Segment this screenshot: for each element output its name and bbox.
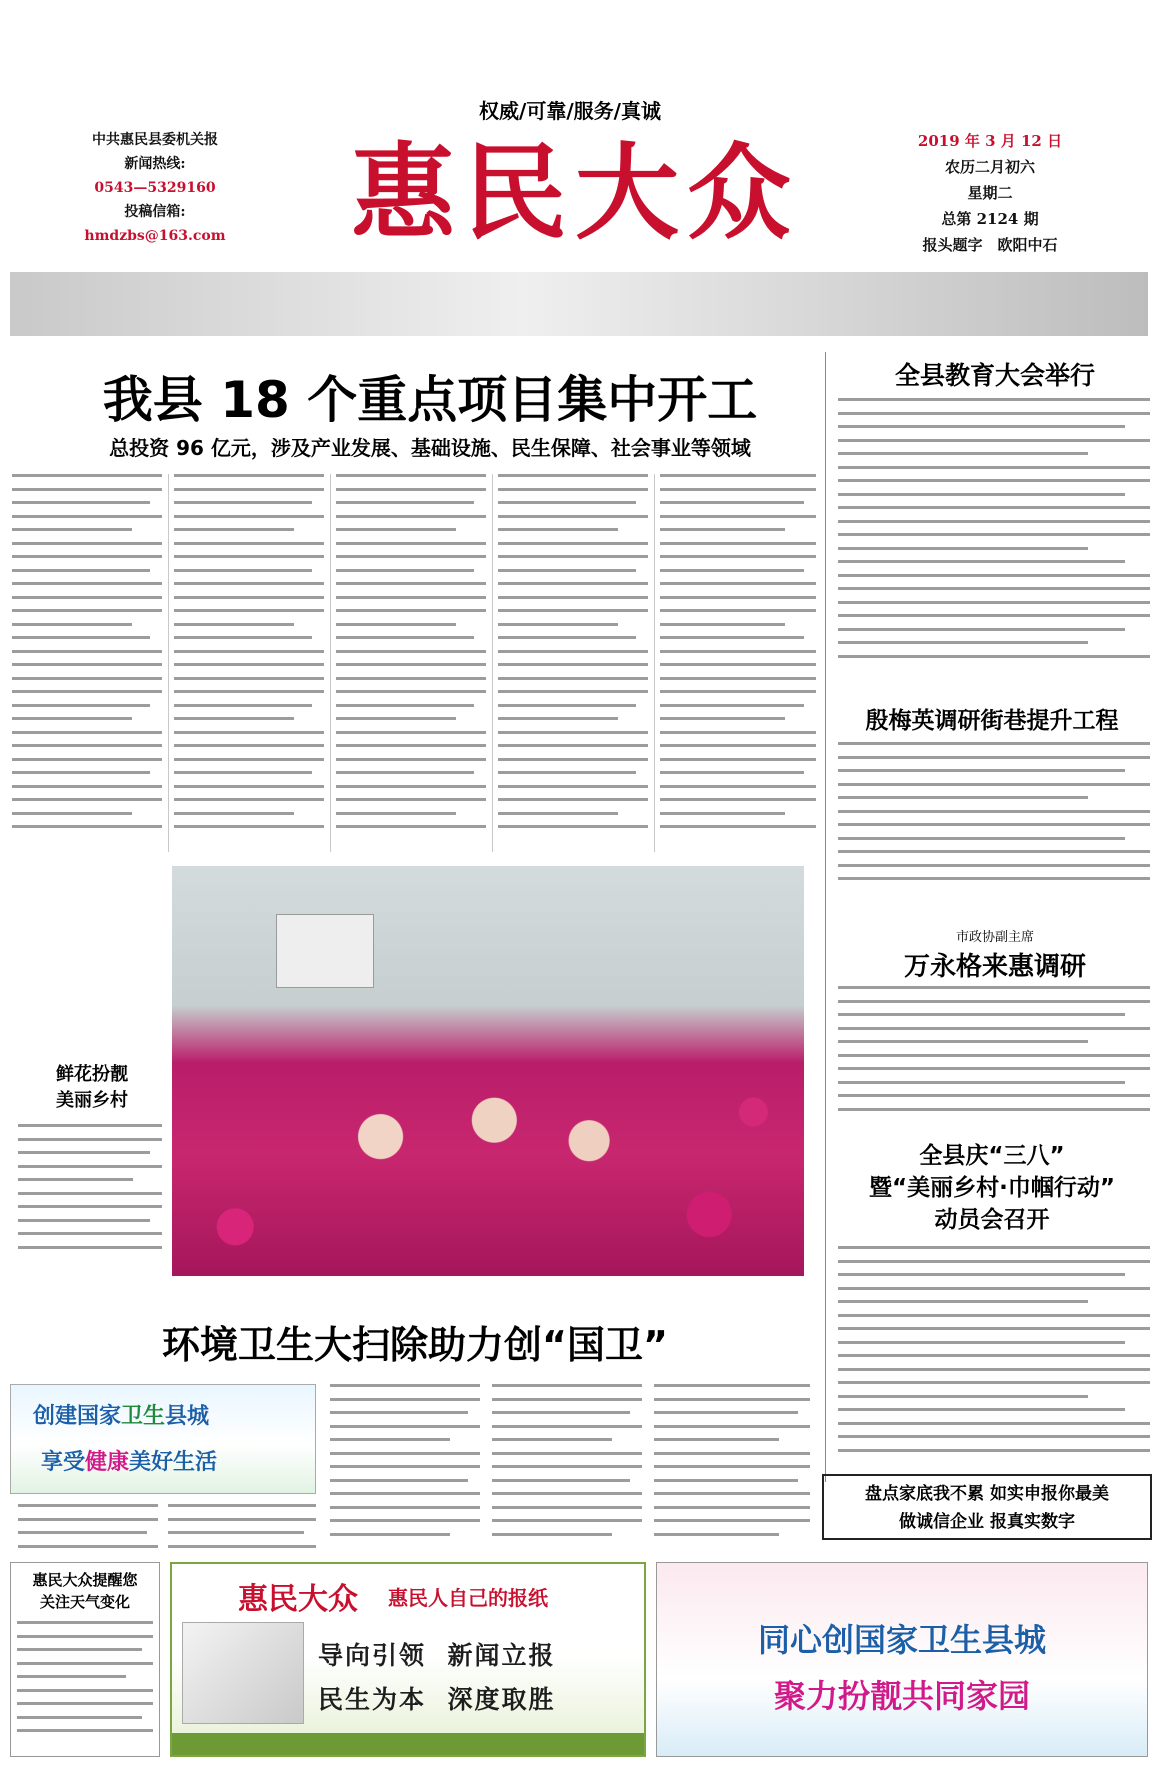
weather-text — [17, 1621, 153, 1751]
lead-article-col-1 — [12, 474, 162, 854]
slogan-text: 深度取胜 — [447, 1685, 556, 1714]
march8-headline — [832, 1140, 1152, 1236]
email-address: hmdzbs@163.com — [84, 228, 226, 244]
city-advert-line-1: 同心创国家卫生县城 — [757, 1621, 1046, 1659]
paper-organ: 中共惠民县委机关报 — [92, 132, 218, 148]
masthead-right-info — [900, 128, 1080, 258]
masthead-title: 惠民大众 — [350, 131, 799, 254]
city-advert-line-2: 聚力扮靓共同家园 — [773, 1677, 1030, 1715]
banner-text: 美好生活 — [129, 1450, 218, 1475]
wan-headline: 万永格来惠调研 — [903, 952, 1086, 982]
masthead-left-info — [60, 128, 250, 248]
hygiene-headline: 环境卫生大扫除助力创“国卫” — [162, 1323, 668, 1367]
column-rule — [330, 474, 331, 852]
slogan-text: 导向引领 — [318, 1641, 427, 1670]
banner-text: 享受 — [41, 1450, 86, 1475]
masthead-slogan: 权威/可靠/服务/真诚 — [479, 99, 661, 123]
lead-article-col-4 — [498, 474, 648, 854]
banner-highlight: 健康 — [85, 1450, 130, 1475]
slogan-text: 民生为本 — [318, 1685, 427, 1714]
photo-caption-text — [18, 1124, 162, 1272]
hygiene-article-col-3 — [330, 1384, 480, 1554]
paper-advert — [170, 1562, 646, 1757]
date-lunar: 农历二月初六 — [944, 158, 1035, 176]
advert-slogan-1 — [318, 1636, 555, 1672]
march8-line-1: 全县庆“三八” — [919, 1143, 1065, 1169]
hygiene-article-col-5 — [654, 1384, 810, 1554]
hygiene-banner — [10, 1384, 316, 1494]
banner-line-1 — [33, 1399, 209, 1430]
weekday: 星期二 — [967, 184, 1013, 202]
orchid-greenhouse-photo — [172, 866, 804, 1276]
section-divider — [825, 352, 826, 1482]
weather-box — [10, 1562, 160, 1757]
advert-contact-bar — [172, 1733, 644, 1755]
lead-article-col-3 — [336, 474, 486, 854]
hotline-number: 0543—5329160 — [94, 180, 216, 196]
caption-line-1: 鲜花扮靓 — [56, 1064, 128, 1085]
hotline-label: 新闻热线: — [124, 156, 186, 172]
advert-tagline: 惠民人自己的报纸 — [388, 1586, 548, 1610]
street-article — [838, 742, 1150, 892]
promo-line-1: 盘点家底我不累 如实申报你最美 — [865, 1484, 1109, 1504]
advert-logo: 惠民大众 — [238, 1582, 358, 1617]
banner-line-2 — [41, 1445, 217, 1476]
city-advert — [656, 1562, 1148, 1757]
caption-line-2: 美丽乡村 — [56, 1090, 128, 1111]
email-label: 投稿信箱: — [124, 204, 186, 220]
weather-title-line-2: 关注天气变化 — [39, 1593, 130, 1611]
advert-slogan-2 — [318, 1680, 555, 1716]
column-rule — [492, 474, 493, 852]
weather-title — [17, 1569, 153, 1613]
hygiene-article-col-2 — [168, 1504, 316, 1554]
march8-line-2: 暨“美丽乡村·巾帼行动” — [869, 1175, 1115, 1201]
banner-text: 创建国家 — [33, 1404, 122, 1429]
wan-kicker: 市政协副主席 — [955, 930, 1034, 945]
date-gregorian: 2019 年 3 月 12 日 — [917, 132, 1063, 150]
banner-text: 县城 — [165, 1404, 210, 1429]
column-rule — [168, 474, 169, 852]
weather-title-line-1: 惠民大众提醒您 — [32, 1571, 138, 1589]
hygiene-article-col-4 — [492, 1384, 642, 1554]
issue-number: 总第 2124 期 — [941, 210, 1039, 228]
wan-article — [838, 986, 1150, 1136]
photo-caption-title — [22, 1062, 162, 1114]
march8-line-3: 动员会召开 — [934, 1207, 1050, 1233]
promo-box — [822, 1474, 1152, 1540]
slogan-text: 新闻立报 — [447, 1641, 556, 1670]
march8-article — [838, 1246, 1150, 1476]
lead-article-col-5 — [660, 474, 816, 854]
newspaper-stack-image — [182, 1622, 304, 1724]
lead-headline: 我县 18 个重点项目集中开工 — [102, 371, 758, 429]
calligraphy-credit: 报头题字 欧阳中石 — [922, 236, 1058, 254]
column-rule — [654, 474, 655, 852]
hygiene-article-col-1 — [18, 1504, 158, 1554]
lead-subhead: 总投资 96 亿元，涉及产业发展、基础设施、民生保障、社会事业等领域 — [109, 436, 751, 460]
education-headline: 全县教育大会举行 — [894, 361, 1095, 390]
lead-article-col-2 — [174, 474, 324, 854]
promo-line-2: 做诚信企业 报真实数字 — [899, 1512, 1075, 1532]
banner-highlight: 卫生 — [121, 1404, 166, 1429]
education-article — [838, 398, 1150, 678]
street-headline: 殷梅英调研街巷提升工程 — [865, 708, 1119, 734]
wall-air-conditioner — [276, 914, 374, 988]
masthead-band — [10, 272, 1148, 336]
